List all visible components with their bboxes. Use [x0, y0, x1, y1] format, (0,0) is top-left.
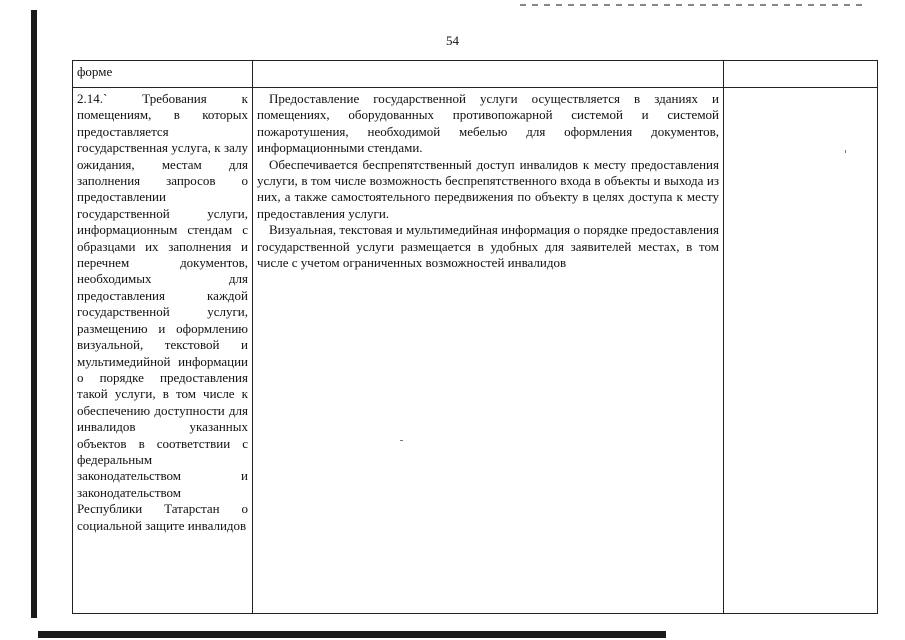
cell-continuation-col1: форме [73, 61, 253, 88]
table-row-item-2-14 [73, 88, 878, 614]
scan-speck [400, 440, 403, 441]
scan-speck [845, 150, 846, 153]
scan-edge-bottom [38, 631, 666, 638]
cell-requirement-title: 2.14.` Требования к помещениям, в которых предоставляется государственная услуга, к залу ожидания, местам для заполнения запросов о предоставлении государственной услуги, информационным стендам с образцами их заполнения и перечнем документов, необходимых для предоставления каждой государственной услуги, размещению и оформлению визуальной, текстовой и мультимедийной информации о порядке предоставления такой услуги, в том числе к обеспечению доступности для инвалидов указанных объектов в соответствии с федеральным законодательством и законодательством Республики Татарстан о социальной защите инвалидов [73, 88, 253, 614]
table-row-continuation [73, 61, 878, 88]
paragraph-accessibility: Обеспечивается беспрепятственный доступ инвалидов к месту предоставления услуги, в том числе возможность беспрепятственного входа в объекты и выхода из них, а также самостоятельного передвижения по объекту в целях доступа к месту предоставления услуги. [257, 156, 719, 221]
cell-requirement-description [253, 88, 724, 614]
requirements-table [72, 60, 878, 614]
cell-continuation-col2 [253, 61, 724, 88]
scan-edge-top [520, 4, 865, 6]
paragraph-information: Визуальная, текстовая и мультимедийная информация о порядке предоставления государственной услуги размещается в удобных для заявителей местах, в том числе с учетом ограниченных возможностей инвалидов [257, 222, 719, 271]
scan-edge-left [31, 10, 37, 618]
paragraph-premises: Предоставление государственной услуги осуществляется в зданиях и помещениях, оборудованных противопожарной системой и системой пожаротушения, необходимой мебелью для оформления документов, информационными стендами. [257, 91, 719, 156]
page-number: 54 [446, 33, 459, 48]
cell-requirement-notes [724, 88, 878, 614]
cell-continuation-col3 [724, 61, 878, 88]
